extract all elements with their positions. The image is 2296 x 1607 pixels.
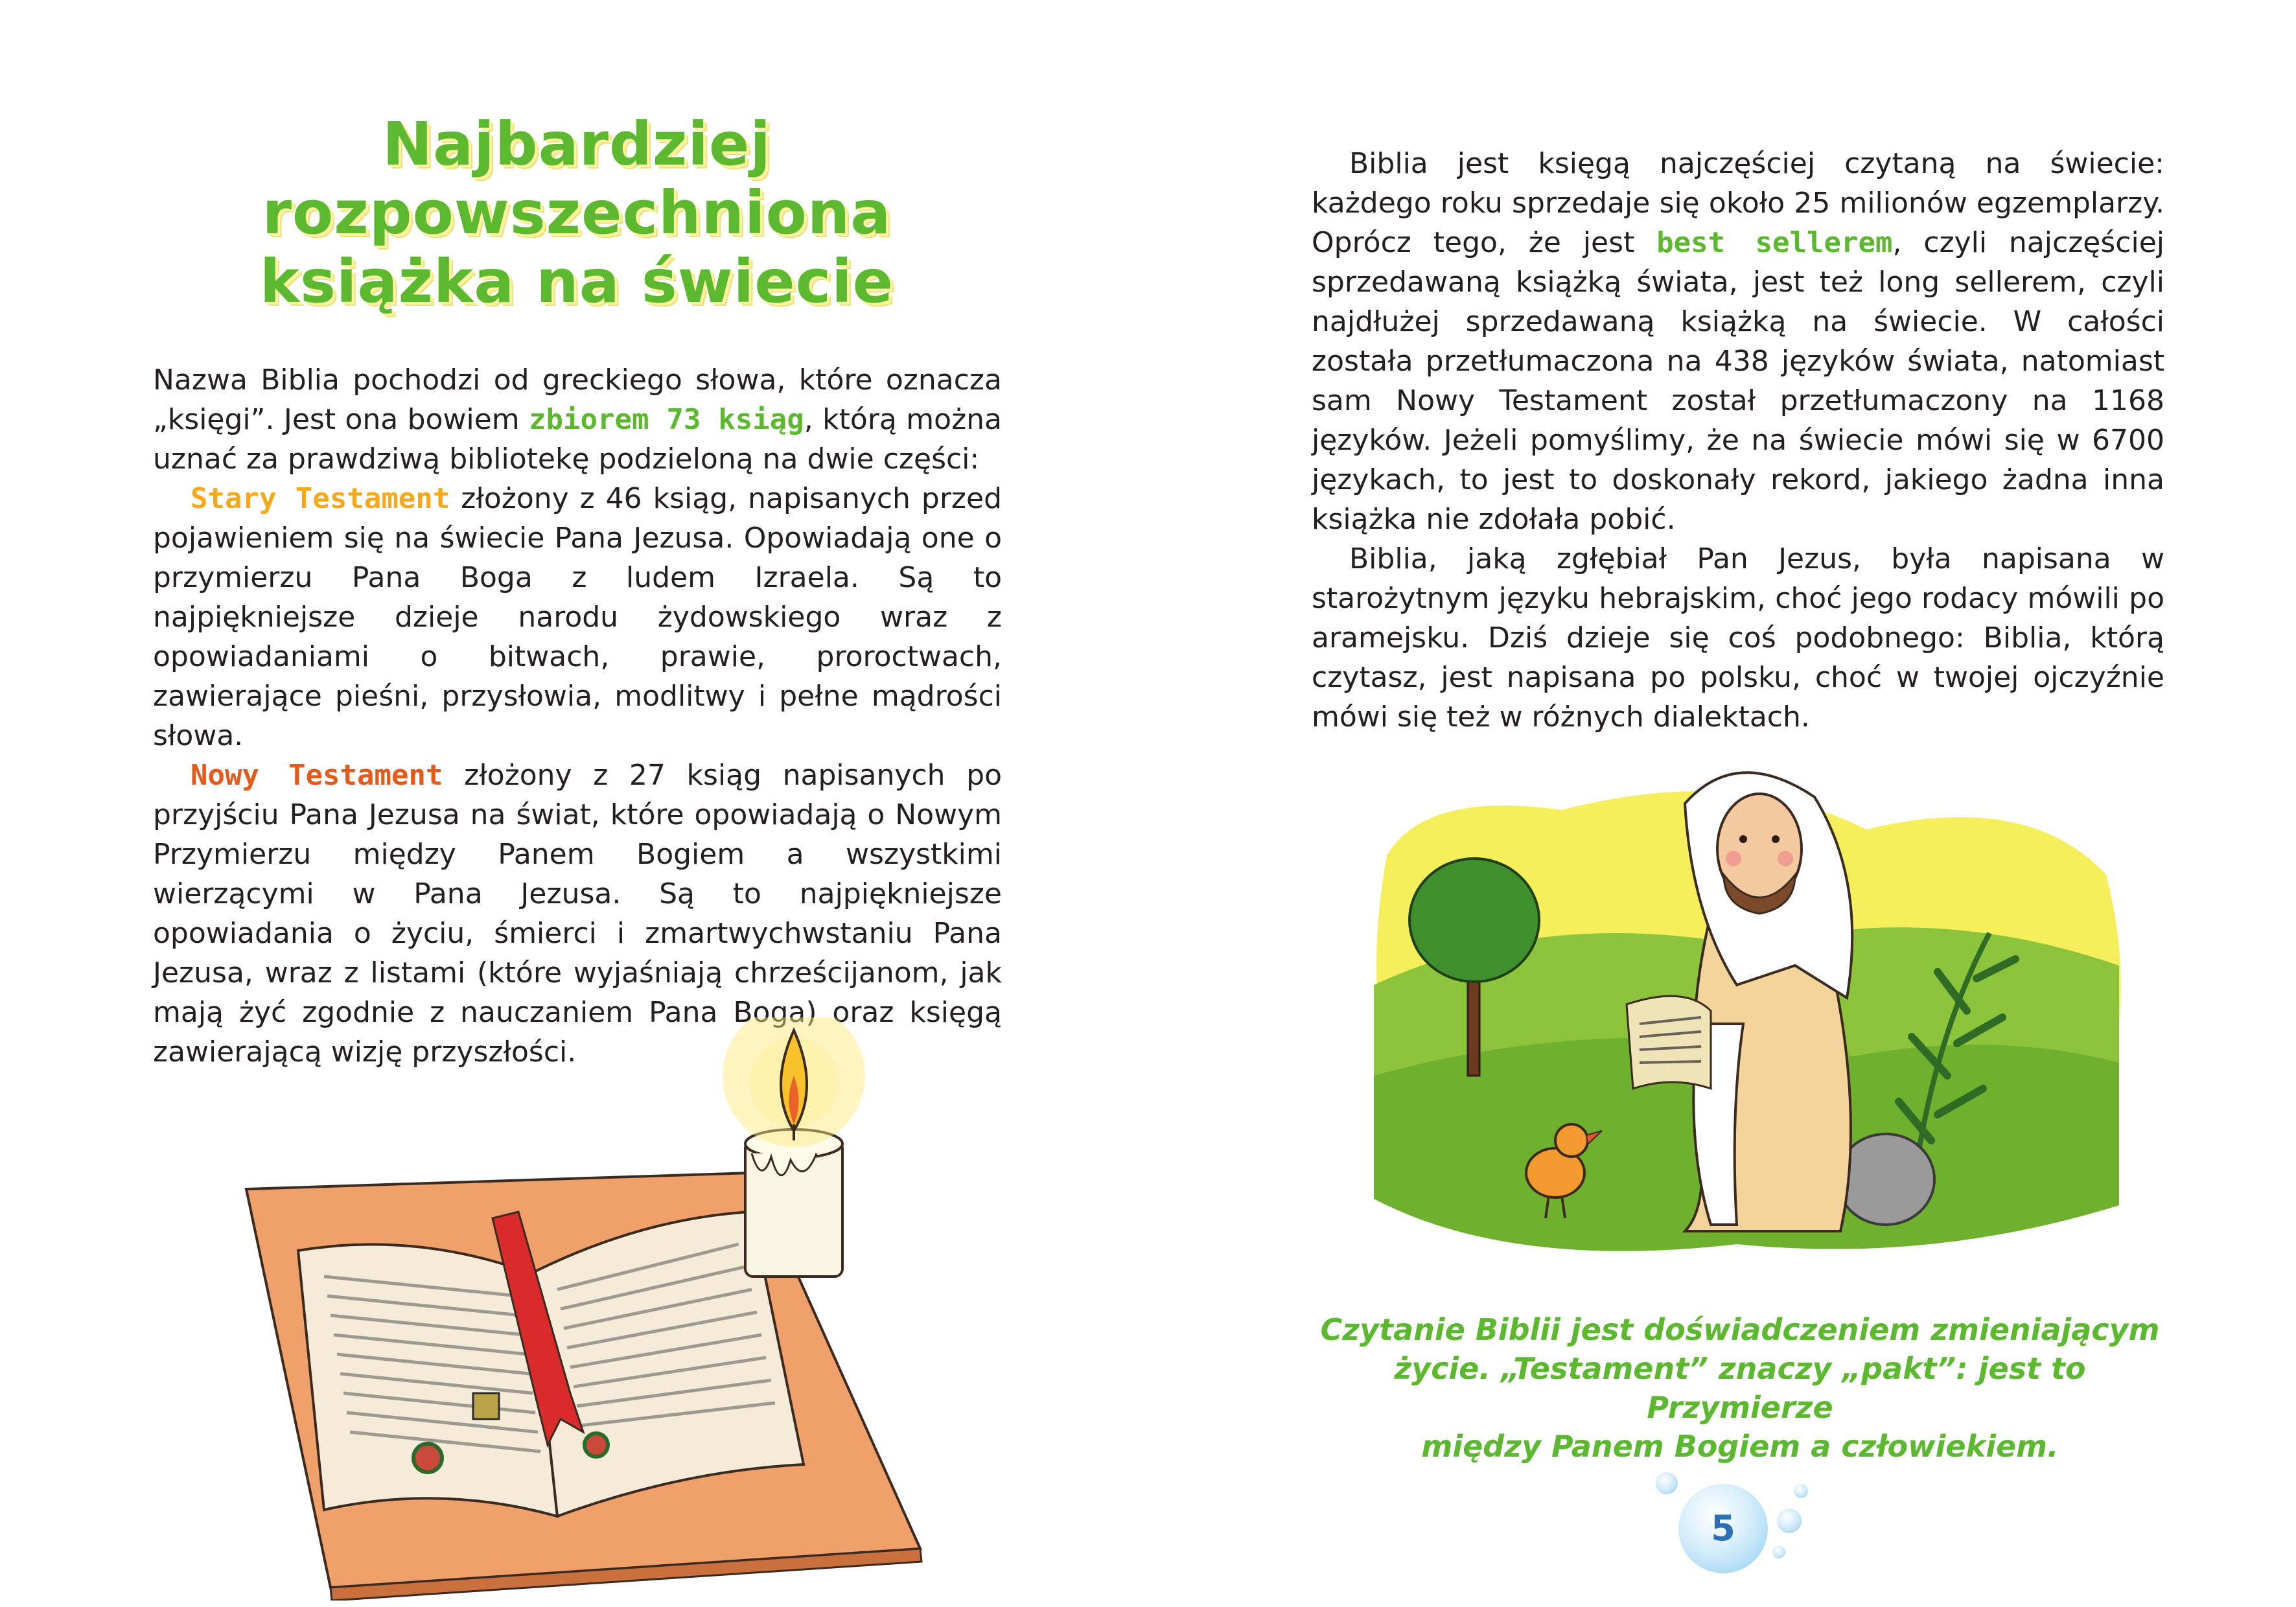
- paragraph-old-testament: Stary Testament złożony z 46 ksiąg, napisanych przed pojawieniem się na świecie Pana Jezusa. Opowiadają one o przymierzu Pana Boga z ludem Izraela. Są to najpiękniejsze dzieje narodu żydowskiego wraz z opowiadaniami o bitwach, prawie, proroctwach, zawierające pieśni, przysłowia, modlitwy i pełne mądrości słowa.: [153, 482, 1002, 752]
- highlight-new-testament: Nowy Testament: [191, 759, 443, 792]
- paragraph-bestseller: Biblia jest księgą najczęściej czytaną na świecie: każdego roku sprzedaje się około 25 milionów egzemplarzy. Oprócz tego, że jest best sellerem, czyli najczęściej sprzedawaną książką świata, jest też long sellerem, czyli najdłużej sprzedawaną książką na świecie. W całości została przetłumaczona na 438 języków świata, natomiast sam Nowy Testament został przetłumaczony na 1168 języków. Jeżeli pomyślimy, że na świecie mówi się w 6700 językach, to jest to doskonały rekord, jakiego żadna inna książka nie zdołała pobić.: [1312, 147, 2165, 536]
- title-line-3: książka na świecie: [259, 247, 894, 316]
- paragraph-hebrew: Biblia, jaką zgłębiał Pan Jezus, była napisana w starożytnym języku hebrajskim, choć jego rodacy mówili po aramejsku. Dziś dzieje się coś podobnego: Biblia, którą czytasz, jest napisana po polsku, choć w twojej ojczyźnie mówi się też w różnych dialektach.: [1312, 542, 2164, 734]
- caption-line-3: między Panem Bogiem a człowiekiem.: [1421, 1429, 2059, 1464]
- title-line-2: rozpowszechniona: [262, 178, 892, 248]
- title-line-1: Najbardziej: [382, 110, 771, 179]
- decorative-bubble: [1772, 1545, 1785, 1558]
- paragraph-new-testament: Nowy Testament złożony z 27 ksiąg napisanych po przyjściu Pana Jezusa na świat, które opowiadają o Nowym Przymierzu między Panem Bogiem a wszystkimi wierzącymi w Pana Jezusa. Są to najpiękniejsze opowiadania o życiu, śmierci i zmartwychwstaniu Pana Jezusa, wraz z listami (które wyjaśniają chrześcijanom, jak mają żyć zgodnie z nauczaniem Pana Boga) oraz księgą zawierającą wizję przyszłości.: [153, 759, 1002, 1069]
- paragraph-intro: Nazwa Biblia pochodzi od greckiego słowa, które oznacza „księgi”. Jest ona bowiem zbiorem 73 ksiąg, którą można uznać za prawdziwą bibliotekę podzieloną na dwie części:: [153, 364, 1003, 476]
- highlight-old-testament: Stary Testament: [191, 482, 450, 515]
- page-number: 5: [1678, 1484, 1768, 1573]
- highlight-best-seller: best sellerem: [1656, 226, 1893, 259]
- decorative-bubble: [1794, 1484, 1808, 1498]
- open-bible-illustration: [233, 1017, 959, 1601]
- jesus-reading-illustration: [1348, 752, 2139, 1296]
- right-text-column: [1312, 144, 2164, 737]
- left-text-column: [153, 360, 1002, 1072]
- decorative-bubble: [1656, 1472, 1678, 1494]
- caption-line-1: Czytanie Biblii jest doświadczeniem zmieniającym: [1320, 1312, 2160, 1347]
- page-title: [156, 110, 998, 316]
- caption-line-2: życie. „Testament” znaczy „pakt”: jest to Przymierze: [1394, 1351, 2086, 1425]
- decorative-bubble: [1777, 1509, 1802, 1533]
- highlight-73-books: zbiorem 73 ksiąg: [529, 403, 804, 436]
- illustration-caption: [1303, 1310, 2177, 1466]
